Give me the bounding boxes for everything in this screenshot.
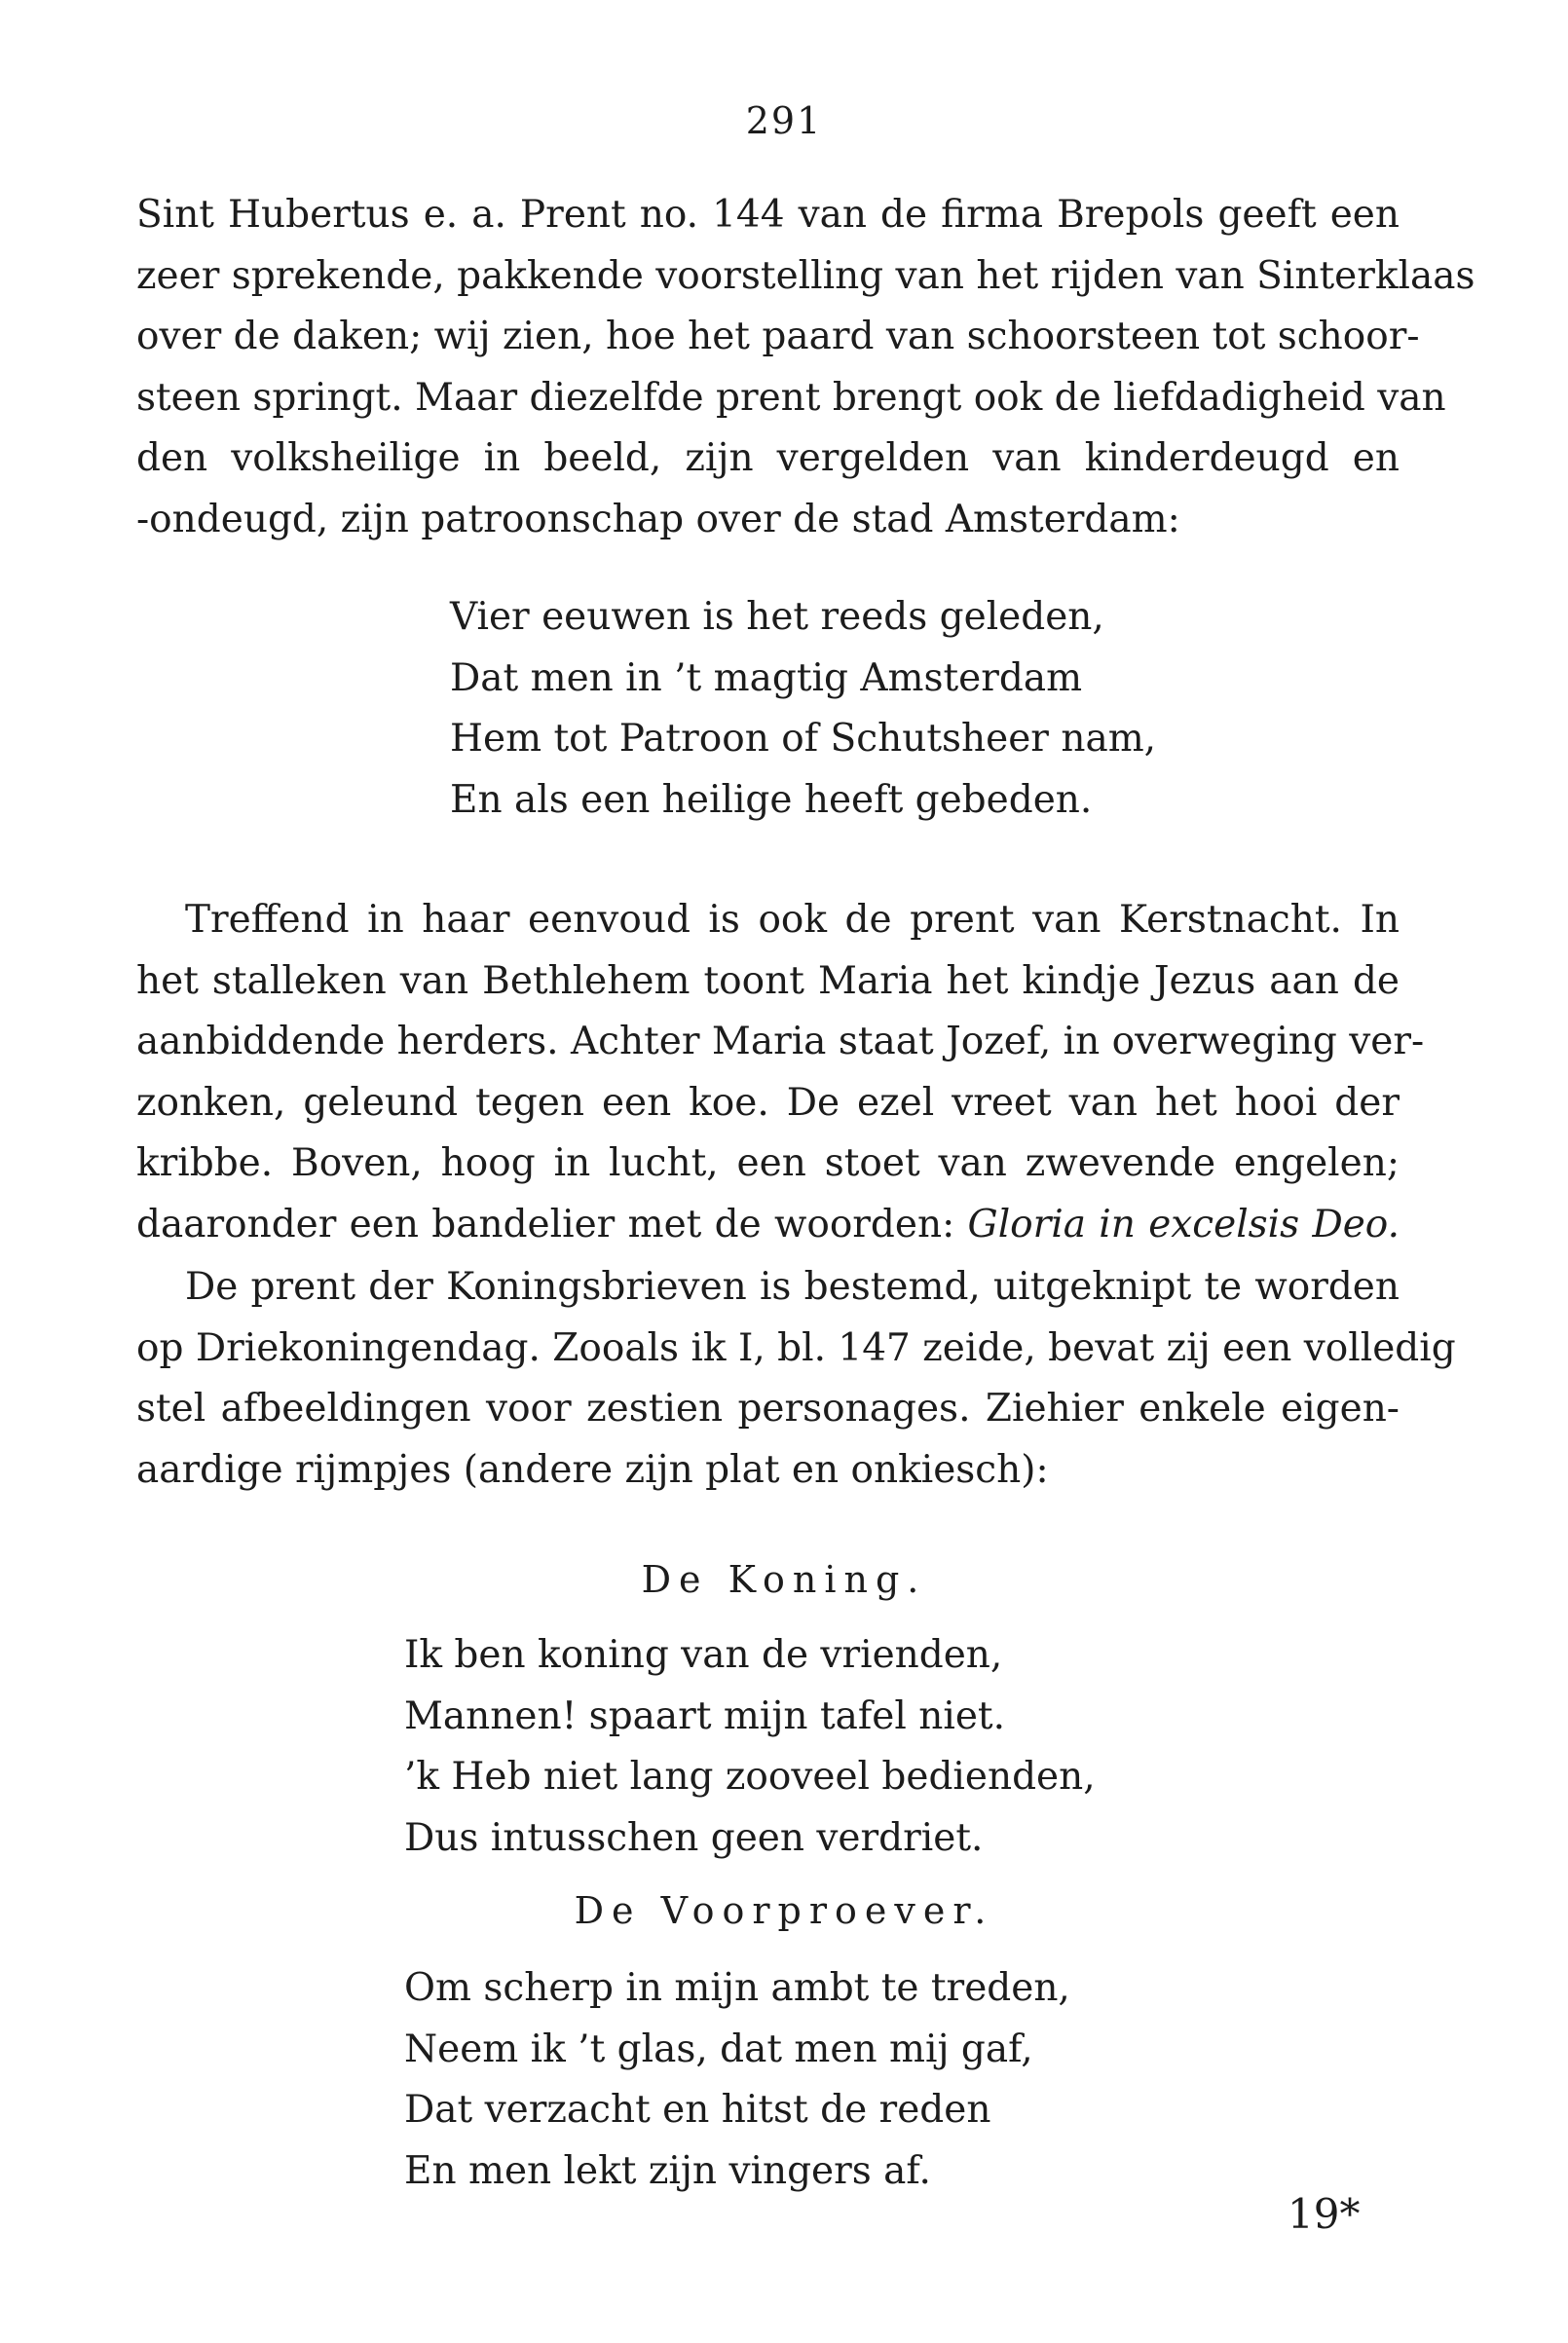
heading-de-voorproever: De Voorproever.	[574, 1889, 994, 1932]
text-line	[136, 1195, 1400, 1256]
verse-line: En als een heilige heeft gebeden.	[450, 777, 1093, 822]
text-line: kribbe. Boven, hoog in lucht, een stoet van zwevende engelen;	[136, 1141, 1400, 1185]
text-line: den volksheilige in beeld, zijn vergelden van kinderdeugd en	[136, 436, 1400, 480]
verse-line: Mannen! spaart mijn tafel niet.	[404, 1693, 1005, 1738]
paragraph-sint-hubertus	[136, 185, 1475, 550]
text-line: Sint Hubertus e. a. Prent no. 144 van de firma Brepols geeft een	[136, 193, 1400, 237]
page-number: 291	[745, 99, 823, 142]
verse-line: Neem ik ’t glas, dat men mij gaf,	[404, 2027, 1033, 2071]
text-line: op Driekoningendag. Zooals ik I, bl. 147 zeide, bevat zij een volledig	[136, 1325, 1456, 1370]
paragraph-kerstnacht	[136, 890, 1425, 1255]
verse-amsterdam	[450, 587, 1156, 831]
latin-quote: Gloria in excelsis Deo.	[967, 1202, 1400, 1246]
verse-line: Ik ben koning van de vrienden,	[404, 1633, 1003, 1677]
verse-line: Dat verzacht en hitst de reden	[404, 2088, 991, 2132]
text-line: aardige rijmpjes (andere zijn plat en onkiesch):	[136, 1447, 1049, 1492]
text-line: stel afbeeldingen voor zestien personages. Ziehier enkele eigen-	[136, 1387, 1400, 1431]
text-line: Treffend in haar eenvoud is ook de prent van Kerstnacht. In	[185, 898, 1400, 942]
heading-de-koning: De Koning.	[641, 1558, 927, 1601]
verse-de-koning	[404, 1625, 1096, 1869]
text-line: zonken, geleund tegen een koe. De ezel vreet van het hooi der	[136, 1080, 1400, 1125]
verse-line: Dus intusschen geen verdriet.	[404, 1815, 984, 1860]
text-line: het stalleken van Bethlehem toont Maria het kindje Jezus aan de	[136, 958, 1400, 1003]
verse-line: Om scherp in mijn ambt te treden,	[404, 1966, 1070, 2010]
verse-line: Dat men in ’t magtig Amsterdam	[450, 655, 1083, 700]
text-line: aanbiddende herders. Achter Maria staat Jozef, in overweging ver-	[136, 1020, 1425, 1063]
paragraph-koningsbrieven	[136, 1257, 1456, 1501]
text-line: over de daken; wij zien, hoe het paard van schoorsteen tot schoor-	[136, 315, 1420, 358]
verse-line: Hem tot Patroon of Schutsheer nam,	[450, 717, 1157, 761]
verse-line: Vier eeuwen is het reeds geleden,	[450, 595, 1104, 639]
signature-mark: 19*	[1288, 2190, 1361, 2238]
verse-line: En men lekt zijn vingers af.	[404, 2148, 931, 2193]
text-line: De prent der Koningsbrieven is bestemd, uitgeknipt te worden	[185, 1265, 1400, 1309]
text-line: steen springt. Maar diezelfde prent brengt ook de liefdadigheid van	[136, 375, 1446, 420]
verse-line: ’k Heb niet lang zooveel bedienden,	[404, 1755, 1096, 1799]
text-line: -ondeugd, zijn patroonschap over de stad Amsterdam:	[136, 497, 1180, 541]
text-fragment: daaronder een bandelier met de woorden:	[136, 1202, 955, 1246]
text-line: zeer sprekende, pakkende voorstelling van het rijden van Sinterklaas	[136, 253, 1475, 298]
verse-de-voorproever	[404, 1958, 1070, 2202]
